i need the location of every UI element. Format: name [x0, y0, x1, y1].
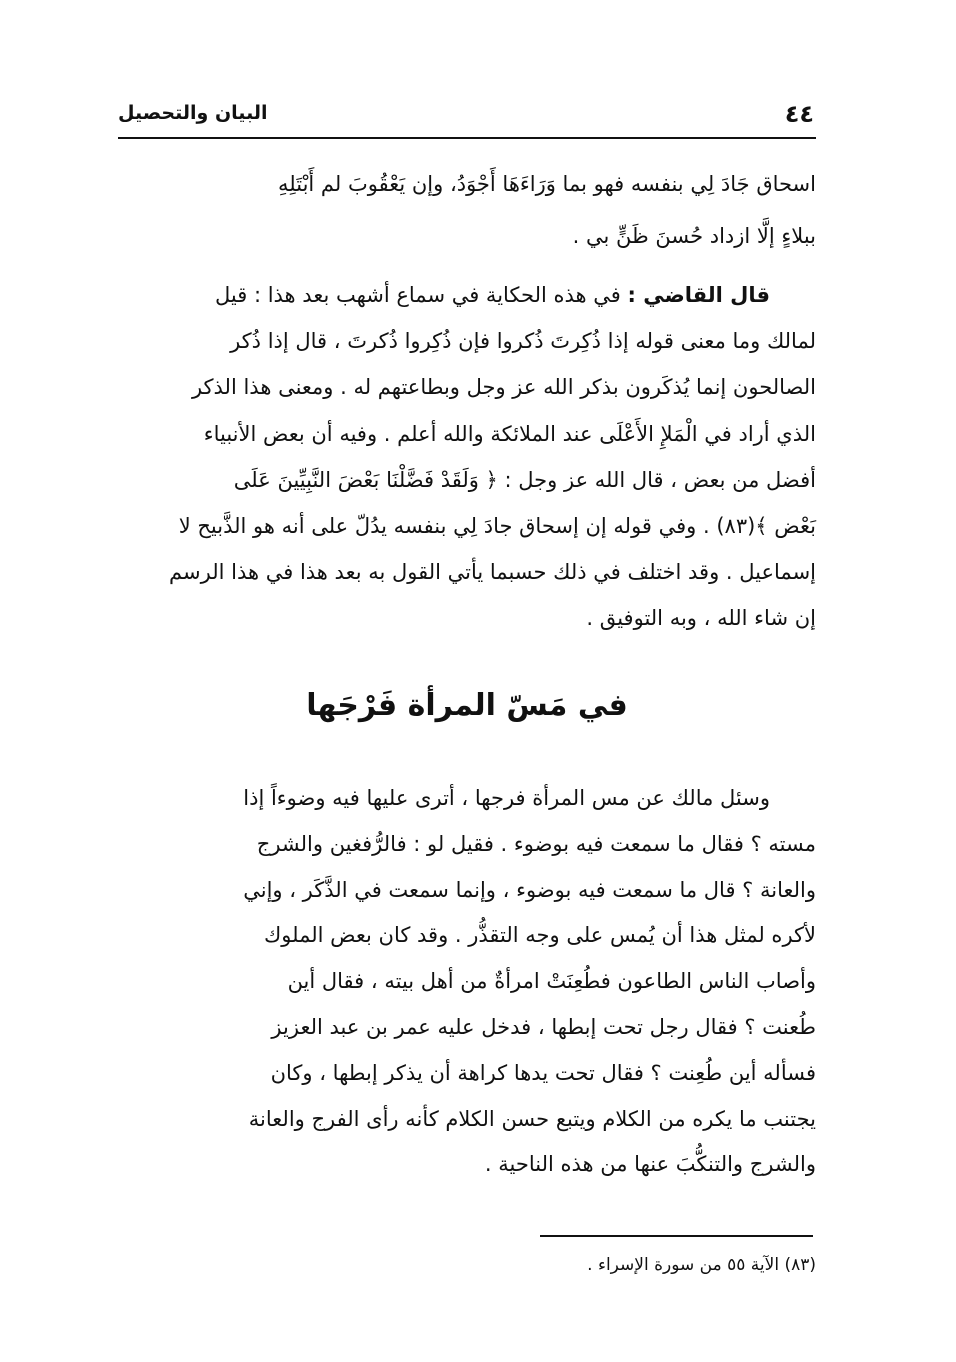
text-line: والشرج والتنكُّبَ عنها من هذه الناحية . — [484, 1152, 816, 1177]
text-line: مسته ؟ فقال ما سمعت فيه بوضوء . فقيل لو : فالرُّفغين والشرج — [256, 831, 816, 856]
text-line: وأصاب الناس الطاعون فطُعِنَتْ امرأةٌ من أهل بيته ، فقال أين — [287, 969, 816, 994]
text-line: طُعنت ؟ فقال رجل تحت إبطها ، فدخل عليه عمر بن عبد العزيز — [271, 1014, 816, 1039]
text-line: ببلاءٍ إلَّا ازداد حُسنَ ظَنٍّ بي . — [572, 224, 816, 248]
header-rule — [118, 137, 816, 139]
section-heading: في مَسّ المرأة فَرْجَها — [306, 688, 628, 723]
paragraph-question — [118, 776, 816, 1188]
page-header — [118, 96, 814, 132]
text-line: لمالك وما معنى قوله إذا ذُكِرتَ ذُكروا فإن ذُكِروا ذُكرتَ ، قال إذا ذُكر — [230, 329, 816, 354]
text-line: والعانة ؟ قال ما سمعت فيه بوضوء ، وإنما سمعت في الذَّكَر ، وإني — [243, 877, 816, 902]
text-line: بَعْض ﴾(٨٣) . وفي قوله إن إسحاق جادَ لِي بنفسه يدُلّ على أنه هو الذَّبيح لا — [178, 514, 816, 539]
text-line: الصالحون إنما يُذكَرون بذكر الله عز وجل وبطاعتهم له . ومعنى هذا الذكر — [191, 375, 816, 400]
text-line: الذي أراد في الْمَلإِ الأَعْلَى عند الملائكة والله أعلم . وفيه أن بعض الأنبياء — [203, 421, 816, 446]
text-line: فسأله أين طُعِنت ؟ فقال تحت يدها كراهة أن يذكر إبطها ، وكان — [270, 1060, 816, 1085]
text-line: وسئل مالك عن مس المرأة فرجها ، أترى عليها فيه وضوءاً إذا — [243, 786, 770, 810]
text-line: إن شاء الله ، وبه التوفيق . — [586, 606, 816, 631]
text-line — [118, 272, 816, 318]
text-line: أفضل من بعض ، قال الله عز وجل : ﴿ وَلَقَدْ فَضَّلْنَا بَعْضَ النَّبِيِّينَ عَلَى — [233, 467, 816, 492]
text-line: إسماعيل . وقد اختلف في ذلك حسبما يأتي القول به بعد هذا في هذا الرسم — [169, 560, 816, 585]
speaker-label: قال القاضي : — [627, 283, 770, 307]
text-segment: في هذه الحكاية في سماع أشهب بعد هذا : قيل — [214, 283, 628, 307]
text-line: يجتنب ما يكره من الكلام ويتبع حسن الكلام كأنه رأى الفرج والعانة — [248, 1106, 816, 1131]
running-title: البيان والتحصيل — [118, 102, 268, 124]
text-line: لأكره لمثل هذا أن يُمس على وجه التقذُّر . وقد كان بعض الملوك — [264, 923, 816, 948]
paragraph-continuation — [118, 158, 816, 262]
text-line: اسحاق جَادَ لِي بنفسه فهو بما وَرَاءَهَا أَجْوَدُ، وإن يَعْقُوبَ لم أَبْتَلِهِ — [278, 172, 816, 196]
footnote-rule — [540, 1235, 813, 1237]
footnote: (٨٣) الآية ٥٥ من سورة الإسراء . — [587, 1255, 816, 1275]
paragraph-commentary — [118, 272, 816, 642]
page-number: ٤٤ — [784, 100, 814, 128]
